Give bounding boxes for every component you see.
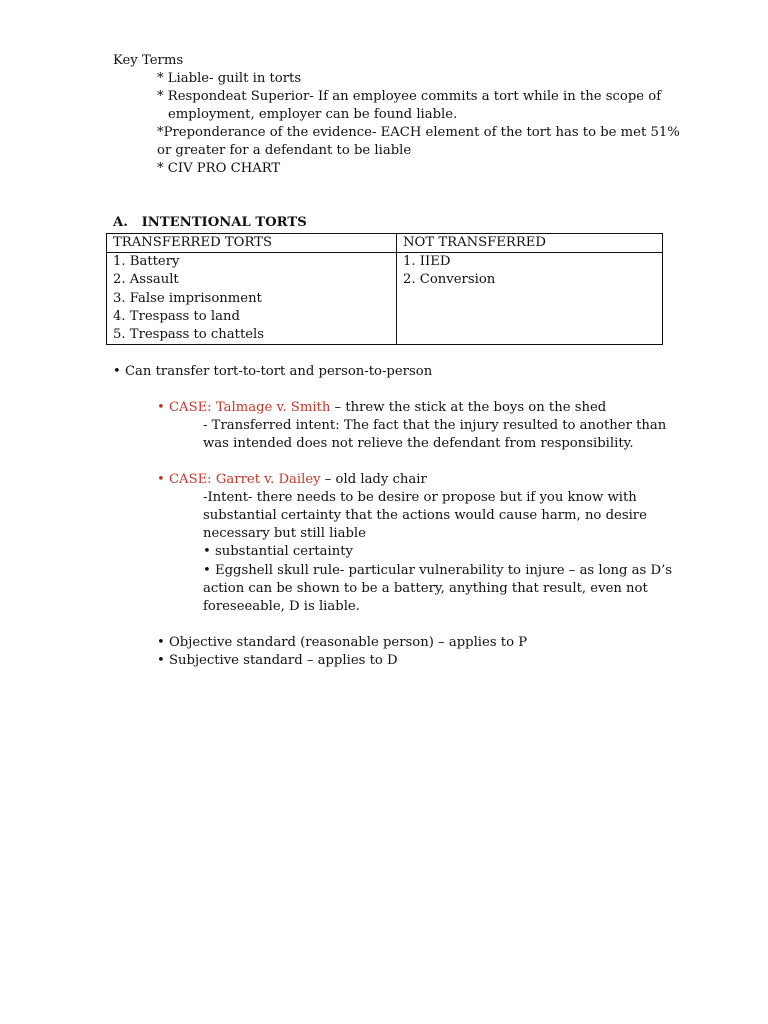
case-talmage-label: • CASE: Talmage v. Smith [157, 400, 331, 415]
case-talmage-line [157, 399, 606, 417]
list-item: 3. False imprisonment [113, 290, 262, 306]
case-garret-line [157, 471, 427, 489]
list-item: 5. Trespass to chattels [113, 327, 265, 343]
case-garret-summary: – old lady chair [320, 472, 427, 487]
not-transferred-list [397, 253, 663, 345]
key-term-respondeat-cont: employment, employer can be found liable. [168, 107, 458, 122]
key-term-liable: * Liable- guilt in torts [157, 71, 302, 86]
subjective-standard: • Subjective standard – applies to D [157, 653, 398, 668]
key-term-preponderance-cont: or greater for a defendant to be liable [157, 143, 412, 158]
list-item: 1. Battery [113, 254, 180, 270]
section-a-heading: A. INTENTIONAL TORTS [113, 215, 307, 230]
case-garret-note: foreseeable, D is liable. [203, 599, 360, 614]
list-item: 2. Assault [113, 272, 179, 288]
key-term-preponderance: *Preponderance of the evidence- EACH element of the tort has to be met 51% [157, 125, 680, 140]
case-talmage-note: - Transferred intent: The fact that the injury resulted to another than [203, 418, 667, 433]
case-garret-note: necessary but still liable [203, 526, 366, 541]
key-term-civ-pro: * CIV PRO CHART [157, 161, 281, 176]
key-terms-heading: Key Terms [113, 53, 184, 68]
case-garret-note: • substantial certainty [203, 544, 354, 559]
case-talmage-note: was intended does not relieve the defendant from responsibility. [203, 436, 634, 451]
case-talmage-summary: – threw the stick at the boys on the shed [330, 400, 607, 415]
case-garret-note: -Intent- there needs to be desire or propose but if you know with [203, 490, 637, 505]
case-garret-label: • CASE: Garret v. Dailey [157, 472, 321, 487]
list-item: 1. IIED [403, 254, 451, 270]
transfer-note: • Can transfer tort-to-tort and person-to-person [113, 364, 433, 379]
table-header-row [107, 234, 663, 253]
objective-standard: • Objective standard (reasonable person) – applies to P [157, 635, 528, 650]
case-garret-note: substantial certainty that the actions would cause harm, no desire [203, 508, 647, 523]
table-header-not-transferred: NOT TRANSFERRED [397, 234, 663, 253]
list-item: 2. Conversion [403, 272, 496, 288]
table-row [107, 253, 663, 345]
list-item: 4. Trespass to land [113, 308, 240, 324]
table-header-transferred: TRANSFERRED TORTS [107, 234, 397, 253]
torts-table [106, 233, 663, 345]
transferred-list [107, 253, 397, 345]
case-garret-note: action can be shown to be a battery, anything that result, even not [203, 581, 648, 596]
key-term-respondeat: * Respondeat Superior- If an employee commits a tort while in the scope of [157, 89, 662, 104]
case-garret-note: • Eggshell skull rule- particular vulnerability to injure – as long as D’s [203, 563, 673, 578]
